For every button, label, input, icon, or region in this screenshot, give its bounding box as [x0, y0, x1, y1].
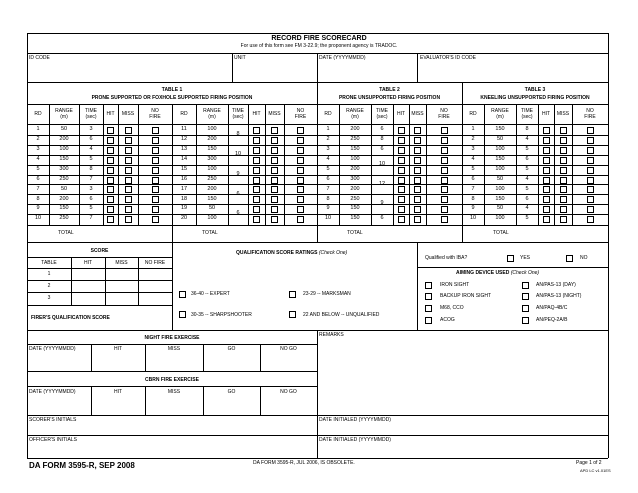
aiming-title: AIMING DEVICE USED (Check One): [456, 270, 540, 276]
table0-col3-row3-checkbox[interactable]: [107, 147, 114, 154]
table2-col5-row9-checkbox[interactable]: [441, 206, 448, 213]
table3-col5-row4-checkbox[interactable]: [587, 157, 594, 164]
col-header-1-4: MISS: [268, 111, 281, 117]
col-header-3-2: TIME (sec): [521, 108, 533, 120]
table3-col3-row3-checkbox[interactable]: [543, 147, 550, 154]
expert-checkbox[interactable]: [179, 291, 186, 298]
col-header-3-1: RANGE (m): [491, 108, 509, 120]
col-header-2-1: RANGE (m): [346, 108, 364, 120]
table1-col4-row1-checkbox[interactable]: [271, 127, 278, 134]
paq4-checkbox[interactable]: [522, 305, 529, 312]
form-subtitle: For use of this form see FM 3-22.9; the proponent agency is TRADOC.: [240, 43, 398, 49]
col-header-3-4: MISS: [556, 111, 570, 117]
table3-col5-row7-checkbox[interactable]: [587, 186, 594, 193]
table0-col5-row9-checkbox[interactable]: [152, 206, 159, 213]
remarks-field[interactable]: REMARKS: [319, 332, 344, 338]
acog-label: ACOG: [440, 317, 455, 323]
table3-col3-row6-checkbox[interactable]: [543, 177, 550, 184]
col-header-2-4: MISS: [411, 111, 424, 117]
table1-col5-row8-checkbox[interactable]: [297, 196, 304, 203]
id-code-field[interactable]: ID CODE: [29, 55, 50, 61]
unqualified-checkbox[interactable]: [289, 311, 296, 318]
table2-subtitle: PRONE UNSUPPORTED FIRING POSITION: [338, 95, 441, 101]
col-header-1-1: RANGE (m): [203, 108, 221, 120]
table1-col5-row10-checkbox[interactable]: [297, 216, 304, 223]
paq4-label: AN/PAQ-4B/C: [536, 305, 568, 311]
night-title: NIGHT FIRE EXERCISE: [144, 335, 200, 341]
table0-col4-row3-checkbox[interactable]: [125, 147, 132, 154]
table1-col5-row5-checkbox[interactable]: [297, 167, 304, 174]
table2-col4-row3-checkbox[interactable]: [414, 147, 421, 154]
table0-col4-row5-checkbox[interactable]: [125, 167, 132, 174]
acog-checkbox[interactable]: [425, 317, 432, 324]
table0-col5-row6-checkbox[interactable]: [152, 177, 159, 184]
score-title: SCORE: [90, 248, 109, 254]
score-row-2: 2: [47, 283, 51, 289]
table1-col3-row1-checkbox[interactable]: [253, 127, 260, 134]
page-number: Page 1 of 2: [576, 460, 602, 466]
table1-col5-row6-checkbox[interactable]: [297, 177, 304, 184]
pas13-night-checkbox[interactable]: [522, 293, 529, 300]
t2-rd-col: 1 2 3 4 5 6 7 8 9 10: [324, 126, 332, 222]
table3-col5-row6-checkbox[interactable]: [587, 177, 594, 184]
table3-col5-row5-checkbox[interactable]: [587, 167, 594, 174]
table1-col3-row10-checkbox[interactable]: [253, 216, 260, 223]
table2-col5-row4-checkbox[interactable]: [441, 157, 448, 164]
iba-yes-checkbox[interactable]: [507, 255, 514, 262]
score-h-nofire: NO FIRE: [144, 260, 166, 266]
table0-col5-row2-checkbox[interactable]: [152, 137, 159, 144]
col-header-0-0: RD: [34, 111, 42, 117]
unqualified-label: 22 AND BELOW -- UNQUALIFIED: [303, 312, 380, 318]
table3-col5-row10-checkbox[interactable]: [587, 216, 594, 223]
cbrn-date-field[interactable]: DATE (YYYYMMDD): [29, 389, 76, 395]
table1-col5-row3-checkbox[interactable]: [297, 147, 304, 154]
table1-col5-row9-checkbox[interactable]: [297, 206, 304, 213]
iron-sight-label: IRON SIGHT: [440, 282, 470, 288]
table2-col3-row7-checkbox[interactable]: [398, 186, 405, 193]
iba-no-checkbox[interactable]: [566, 255, 573, 262]
qual-title: QUALIFICATION SCORE RATINGS (Check One): [236, 250, 348, 256]
table1-title: TABLE 1: [161, 87, 183, 93]
cbrn-go-field[interactable]: GO: [227, 389, 236, 395]
table2-col3-row6-checkbox[interactable]: [398, 177, 405, 184]
table3-col5-row3-checkbox[interactable]: [587, 147, 594, 154]
table2-col3-row8-checkbox[interactable]: [398, 196, 405, 203]
table2-col5-row5-checkbox[interactable]: [441, 167, 448, 174]
col-header-0-3: HIT: [106, 111, 115, 117]
col-header-0-4: MISS: [121, 111, 135, 117]
table2-col3-row3-checkbox[interactable]: [398, 147, 405, 154]
t2-range-col: 200 250 150 100 200 300 200 250 150 150: [350, 126, 360, 222]
backup-iron-sight-checkbox[interactable]: [425, 293, 432, 300]
table0-col5-row3-checkbox[interactable]: [152, 147, 159, 154]
form-title: RECORD FIRE SCORECARD: [271, 35, 367, 42]
table2-col4-row8-checkbox[interactable]: [414, 196, 421, 203]
m68-cco-checkbox[interactable]: [425, 305, 432, 312]
peq2-label: AN/PEQ-2A/B: [536, 317, 568, 323]
table0-col4-row10-checkbox[interactable]: [125, 216, 132, 223]
table3-col3-row8-checkbox[interactable]: [543, 196, 550, 203]
table3-col4-row2-checkbox[interactable]: [560, 137, 567, 144]
table3-title: TABLE 3: [524, 87, 546, 93]
table2-col5-row6-checkbox[interactable]: [441, 177, 448, 184]
table1-col3-row8-checkbox[interactable]: [253, 196, 260, 203]
night-miss-field[interactable]: MISS: [167, 346, 181, 352]
evaluator-id-field[interactable]: EVALUATOR'S ID CODE: [420, 55, 476, 61]
col-header-0-1: RANGE (m): [55, 108, 73, 120]
sharpshooter-checkbox[interactable]: [179, 311, 186, 318]
table3-col4-row3-checkbox[interactable]: [560, 147, 567, 154]
table2-col3-row1-checkbox[interactable]: [398, 127, 405, 134]
table0-col4-row7-checkbox[interactable]: [125, 186, 132, 193]
t2-time-col: 6 8 6 10 12 9 6: [378, 126, 386, 222]
table0-col3-row9-checkbox[interactable]: [107, 206, 114, 213]
table1-col5-row1-checkbox[interactable]: [297, 127, 304, 134]
table3-col4-row9-checkbox[interactable]: [560, 206, 567, 213]
table2-col5-row3-checkbox[interactable]: [441, 147, 448, 154]
table2-col4-row5-checkbox[interactable]: [414, 167, 421, 174]
table2-col3-row2-checkbox[interactable]: [398, 137, 405, 144]
table3-col4-row5-checkbox[interactable]: [560, 167, 567, 174]
table3-col4-row4-checkbox[interactable]: [560, 157, 567, 164]
table1-col4-row6-checkbox[interactable]: [271, 177, 278, 184]
table2-col4-row9-checkbox[interactable]: [414, 206, 421, 213]
table3-col4-row6-checkbox[interactable]: [560, 177, 567, 184]
score-row-3: 3: [47, 295, 51, 301]
iba-yes-label: YES: [520, 255, 531, 261]
table2-col4-row6-checkbox[interactable]: [414, 177, 421, 184]
table2-col4-row10-checkbox[interactable]: [414, 216, 421, 223]
col-header-3-5: NO FIRE: [584, 108, 596, 120]
t1-rd-col: 1 2 3 4 5 6 7 8 9 10: [34, 126, 42, 222]
table0-col5-row7-checkbox[interactable]: [152, 186, 159, 193]
t3-range-col: 150 50 100 150 100 50 100 150 50 100: [495, 126, 505, 222]
backup-iron-sight-label: BACKUP IRON SIGHT: [440, 293, 492, 299]
table3-col4-row8-checkbox[interactable]: [560, 196, 567, 203]
table3-col4-row1-checkbox[interactable]: [560, 127, 567, 134]
table1-subtitle: PRONE SUPPORTED OR FOXHOLE SUPPORTED FIRING POSITION: [91, 95, 253, 101]
table1-col4-row2-checkbox[interactable]: [271, 137, 278, 144]
table1-col4-row9-checkbox[interactable]: [271, 206, 278, 213]
marksman-label: 23-29 -- MARKSMAN: [303, 291, 351, 297]
table0-col3-row10-checkbox[interactable]: [107, 216, 114, 223]
table1-col5-row2-checkbox[interactable]: [297, 137, 304, 144]
table2-col5-row8-checkbox[interactable]: [441, 196, 448, 203]
t1b-time-col: 8 10 9 6 6: [234, 131, 242, 217]
table1-col3-row6-checkbox[interactable]: [253, 177, 260, 184]
table0-col4-row2-checkbox[interactable]: [125, 137, 132, 144]
score-h-miss: MISS: [115, 260, 128, 266]
firers-qualification-score: FIRER'S QUALIFICATION SCORE: [31, 315, 110, 321]
table1-col5-row4-checkbox[interactable]: [297, 157, 304, 164]
t1-range-col: 50 200 100 150 300 250 50 200 150 250: [59, 126, 69, 222]
t3-total: TOTAL: [493, 230, 509, 236]
table0-col3-row7-checkbox[interactable]: [107, 186, 114, 193]
col-header-0-2: TIME (sec): [85, 108, 97, 120]
table1-col5-row7-checkbox[interactable]: [297, 186, 304, 193]
col-header-3-0: RD: [469, 111, 477, 117]
pas13-night-label: AN/PAS-13 (NIGHT): [536, 293, 582, 299]
t1a-total: TOTAL: [58, 230, 74, 236]
table3-col5-row1-checkbox[interactable]: [587, 127, 594, 134]
table2-col3-row4-checkbox[interactable]: [398, 157, 405, 164]
table0-col4-row1-checkbox[interactable]: [125, 127, 132, 134]
table2-col5-row7-checkbox[interactable]: [441, 186, 448, 193]
table1-col4-row3-checkbox[interactable]: [271, 147, 278, 154]
night-nogo-field[interactable]: NO GO: [280, 346, 297, 352]
m68-cco-label: M68, CCO: [440, 305, 464, 311]
obsolete-notice: DA FORM 3595-R, JUL 2006, IS OBSOLETE.: [253, 460, 355, 466]
table0-col4-row6-checkbox[interactable]: [125, 177, 132, 184]
table3-col3-row5-checkbox[interactable]: [543, 167, 550, 174]
table0-col5-row10-checkbox[interactable]: [152, 216, 159, 223]
pas13-day-label: AN/PAS-13 (DAY): [536, 282, 576, 288]
iron-sight-checkbox[interactable]: [425, 282, 432, 289]
scorer-date-initialed-field[interactable]: DATE INITIALED (YYYYMMDD): [319, 417, 391, 423]
table3-col4-row10-checkbox[interactable]: [560, 216, 567, 223]
table3-col3-row9-checkbox[interactable]: [543, 206, 550, 213]
form-number: DA FORM 3595-R, SEP 2008: [29, 461, 135, 470]
marksman-checkbox[interactable]: [289, 291, 296, 298]
col-header-0-5: NO FIRE: [149, 108, 161, 120]
unit-field[interactable]: UNIT: [234, 55, 246, 61]
table3-subtitle: KNEELING UNSUPPORTED FIRING POSITION: [480, 95, 590, 101]
t1b-rd-col: 11 12 13 14 15 16 17 18 19 20: [180, 126, 188, 222]
table2-title: TABLE 2: [379, 87, 400, 93]
table2-col5-row10-checkbox[interactable]: [441, 216, 448, 223]
t3-rd-col: 1 2 3 4 5 6 7 8 9 10: [469, 126, 477, 222]
peq2-checkbox[interactable]: [522, 317, 529, 324]
col-header-3-3: HIT: [541, 111, 551, 117]
sharpshooter-label: 30-35 -- SHARPSHOOTER: [191, 312, 252, 318]
col-header-2-3: HIT: [396, 111, 406, 117]
table3-col3-row4-checkbox[interactable]: [543, 157, 550, 164]
table1-col3-row4-checkbox[interactable]: [253, 157, 260, 164]
score-row-1: 1: [47, 271, 51, 277]
table3-col3-row10-checkbox[interactable]: [543, 216, 550, 223]
col-header-2-0: RD: [324, 111, 332, 117]
col-header-2-2: TIME (sec): [376, 108, 388, 120]
table0-col3-row4-checkbox[interactable]: [107, 157, 114, 164]
night-go-field[interactable]: GO: [227, 346, 236, 352]
table3-col3-row1-checkbox[interactable]: [543, 127, 550, 134]
score-h-hit: HIT: [83, 260, 93, 266]
iba-label: Qualified with IBA?: [425, 255, 468, 261]
table3-col5-row8-checkbox[interactable]: [587, 196, 594, 203]
table2-col3-row9-checkbox[interactable]: [398, 206, 405, 213]
table0-col5-row5-checkbox[interactable]: [152, 167, 159, 174]
table1-col3-row2-checkbox[interactable]: [253, 137, 260, 144]
table0-col4-row8-checkbox[interactable]: [125, 196, 132, 203]
table2-col3-row10-checkbox[interactable]: [398, 216, 405, 223]
table2-col4-row7-checkbox[interactable]: [414, 186, 421, 193]
table1-col3-row9-checkbox[interactable]: [253, 206, 260, 213]
table1-col3-row7-checkbox[interactable]: [253, 186, 260, 193]
pas13-day-checkbox[interactable]: [522, 282, 529, 289]
table0-col3-row1-checkbox[interactable]: [107, 127, 114, 134]
col-header-1-0: RD: [180, 111, 188, 117]
col-header-2-5: NO FIRE: [438, 108, 450, 120]
cbrn-title: CBRN FIRE EXERCISE: [145, 377, 199, 383]
table0-col5-row4-checkbox[interactable]: [152, 157, 159, 164]
table1-col4-row8-checkbox[interactable]: [271, 196, 278, 203]
table1-col4-row5-checkbox[interactable]: [271, 167, 278, 174]
t1-time-col: 3 6 4 5 8 7 3 6 5 7: [89, 126, 93, 222]
form-version: APD LC v1.01ES: [580, 468, 611, 473]
t3-time-col: 8 4 5 6 5 4 5 6 4 5: [525, 126, 529, 222]
t1b-range-col: 100 200 150 300 100 250 200 150 50 100: [207, 126, 217, 222]
col-header-1-3: HIT: [252, 111, 261, 117]
table0-col5-row8-checkbox[interactable]: [152, 196, 159, 203]
table0-col4-row9-checkbox[interactable]: [125, 206, 132, 213]
scorers-initials-field[interactable]: SCORER'S INITIALS: [29, 417, 77, 423]
table1-col3-row3-checkbox[interactable]: [253, 147, 260, 154]
table0-col3-row2-checkbox[interactable]: [107, 137, 114, 144]
night-hit-field[interactable]: HIT: [113, 346, 123, 352]
col-header-1-5: NO FIRE: [294, 108, 307, 120]
officer-date-initialed-field[interactable]: DATE INITIALED (YYYYMMDD): [319, 437, 391, 443]
night-date-field[interactable]: DATE (YYYYMMDD): [29, 346, 76, 352]
cbrn-miss-field[interactable]: MISS: [167, 389, 181, 395]
table2-col4-row4-checkbox[interactable]: [414, 157, 421, 164]
table0-col4-row4-checkbox[interactable]: [125, 157, 132, 164]
table2-col3-row5-checkbox[interactable]: [398, 167, 405, 174]
expert-label: 36-40 -- EXPERT: [191, 291, 230, 297]
table1-col4-row10-checkbox[interactable]: [271, 216, 278, 223]
table0-col3-row5-checkbox[interactable]: [107, 167, 114, 174]
table2-col4-row2-checkbox[interactable]: [414, 137, 421, 144]
table2-col4-row1-checkbox[interactable]: [414, 127, 421, 134]
t2-total: TOTAL: [347, 230, 363, 236]
table3-col3-row7-checkbox[interactable]: [543, 186, 550, 193]
cbrn-hit-field[interactable]: HIT: [113, 389, 123, 395]
table1-col4-row4-checkbox[interactable]: [271, 157, 278, 164]
table3-col3-row2-checkbox[interactable]: [543, 137, 550, 144]
date-field[interactable]: DATE (YYYYMMDD): [319, 55, 366, 61]
table0-col5-row1-checkbox[interactable]: [152, 127, 159, 134]
table3-col4-row7-checkbox[interactable]: [560, 186, 567, 193]
table1-col3-row5-checkbox[interactable]: [253, 167, 260, 174]
table0-col3-row6-checkbox[interactable]: [107, 177, 114, 184]
table2-col5-row2-checkbox[interactable]: [441, 137, 448, 144]
table3-col5-row2-checkbox[interactable]: [587, 137, 594, 144]
col-header-1-2: TIME (sec): [232, 108, 244, 120]
table2-col5-row1-checkbox[interactable]: [441, 127, 448, 134]
score-h-table: TABLE: [41, 260, 57, 266]
table1-col4-row7-checkbox[interactable]: [271, 186, 278, 193]
officers-initials-field[interactable]: OFFICER'S INITIALS: [29, 437, 77, 443]
table0-col3-row8-checkbox[interactable]: [107, 196, 114, 203]
table3-col5-row9-checkbox[interactable]: [587, 206, 594, 213]
cbrn-nogo-field[interactable]: NO GO: [280, 389, 297, 395]
t1b-total: TOTAL: [202, 230, 218, 236]
iba-no-label: NO: [580, 255, 588, 261]
